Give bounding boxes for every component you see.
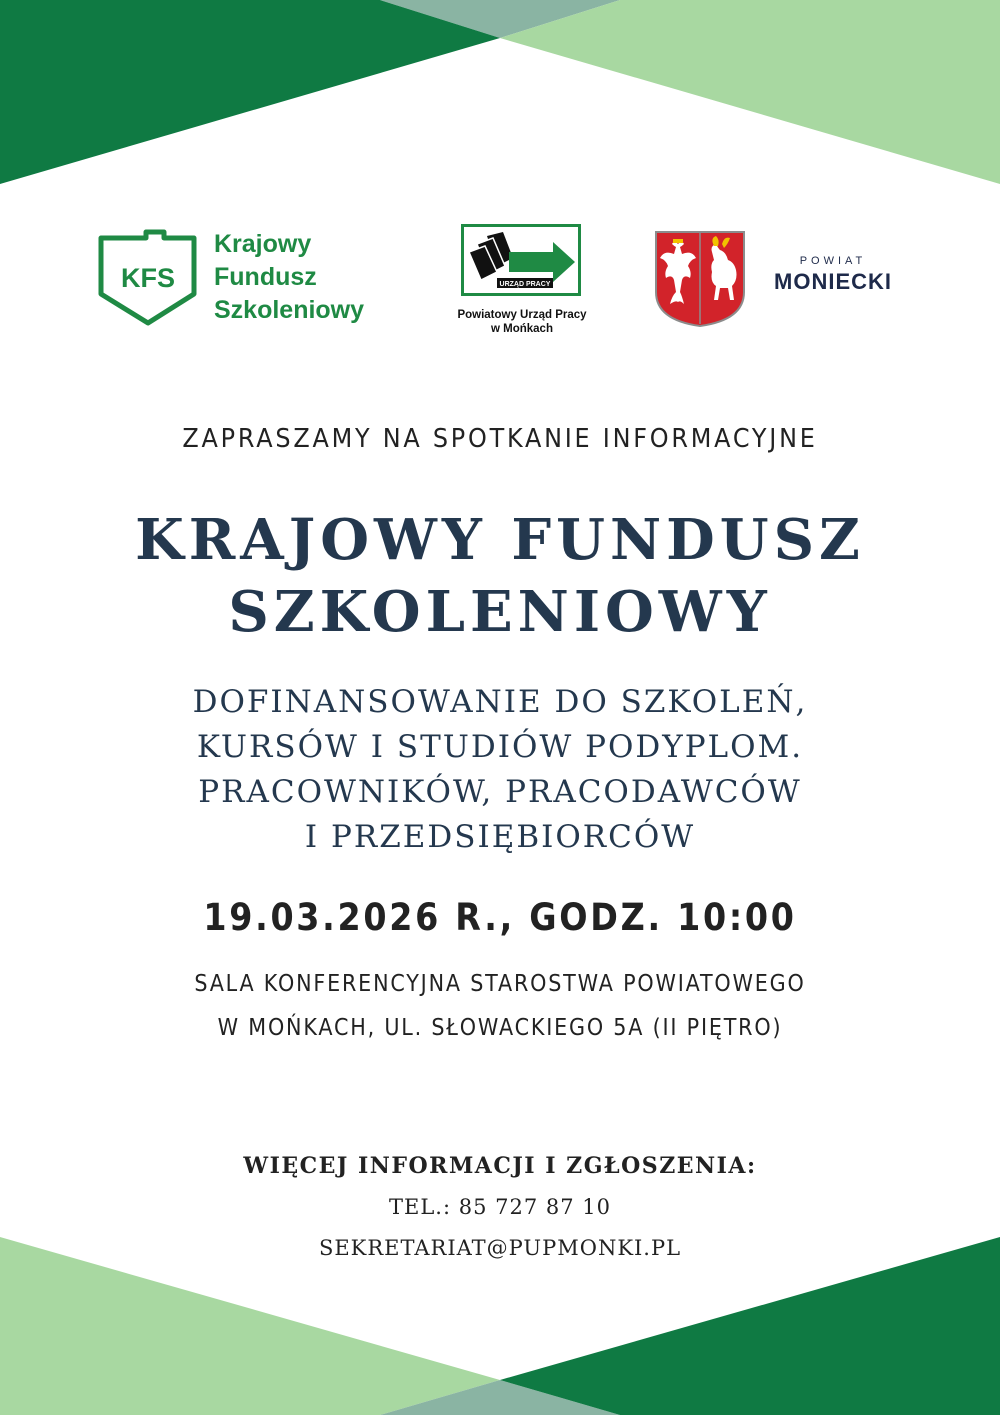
main-title-line-2: SZKOLENIOWY [228,579,772,645]
powiat-moniecki-logo [768,255,898,295]
kfs-name-line-2: Fundusz [214,263,317,291]
bottom-right-dark-triangle [500,1237,1000,1415]
bottom-left-light-triangle [0,1237,500,1415]
contact-email: SEKRETARIAT@PUPMONKI.PL [318,1236,682,1260]
kfs-shield-icon [98,228,198,326]
event-place-line-2: W MOŃKACH, UL. SŁOWACKIEGO 5A (II PIĘTRO) [217,1015,783,1041]
subtitle [0,680,1000,860]
coat-of-arms-icon [654,230,746,328]
kfs-name [214,228,364,327]
urzad-pracy-logo [448,224,598,344]
main-title [0,504,1000,648]
kfs-name-line-1: Krajowy [214,230,312,258]
subtitle-line-3: PRACOWNIKÓW, PRACODAWCÓW [198,774,802,810]
urzad-pracy-box-label: URZĄD PRACY [499,281,551,288]
event-place [50,962,950,1050]
event-datetime: 19.03.2026 R., GODZ. 10:00 [203,896,797,939]
kfs-logo [98,228,408,328]
urzad-pracy-caption-line-1: Powiatowy Urząd Pracy [457,309,587,321]
contact-phone: TEL.: 85 727 87 10 [389,1195,611,1219]
main-title-line-1: KRAJOWY FUNDUSZ [135,507,865,573]
urzad-pracy-caption-line-2: w Mońkach [491,323,553,335]
top-left-dark-triangle [0,0,500,184]
invite-line: ZAPRASZAMY NA SPOTKANIE INFORMACYJNE [182,424,818,454]
kfs-abbr: KFS [121,263,175,293]
event-place-line-1: SALA KONFERENCYJNA STAROSTWA POWIATOWEGO [194,971,806,997]
subtitle-line-4: I PRZEDSIĘBIORCÓW [304,819,696,855]
subtitle-line-1: DOFINANSOWANIE DO SZKOLEŃ, [192,684,808,720]
urzad-pracy-caption [448,308,596,336]
contact-heading: WIĘCEJ INFORMACJI I ZGŁOSZENIA: [243,1153,757,1179]
subtitle-line-2: KURSÓW I STUDIÓW PODYPLOM. [196,729,804,765]
kfs-name-line-3: Szkoleniowy [214,296,365,324]
powiat-label: POWIAT [799,255,867,267]
top-right-light-triangle [500,0,1000,184]
urzad-pracy-arrow-icon [461,224,581,296]
powiat-name: MONIECKI [774,269,892,294]
